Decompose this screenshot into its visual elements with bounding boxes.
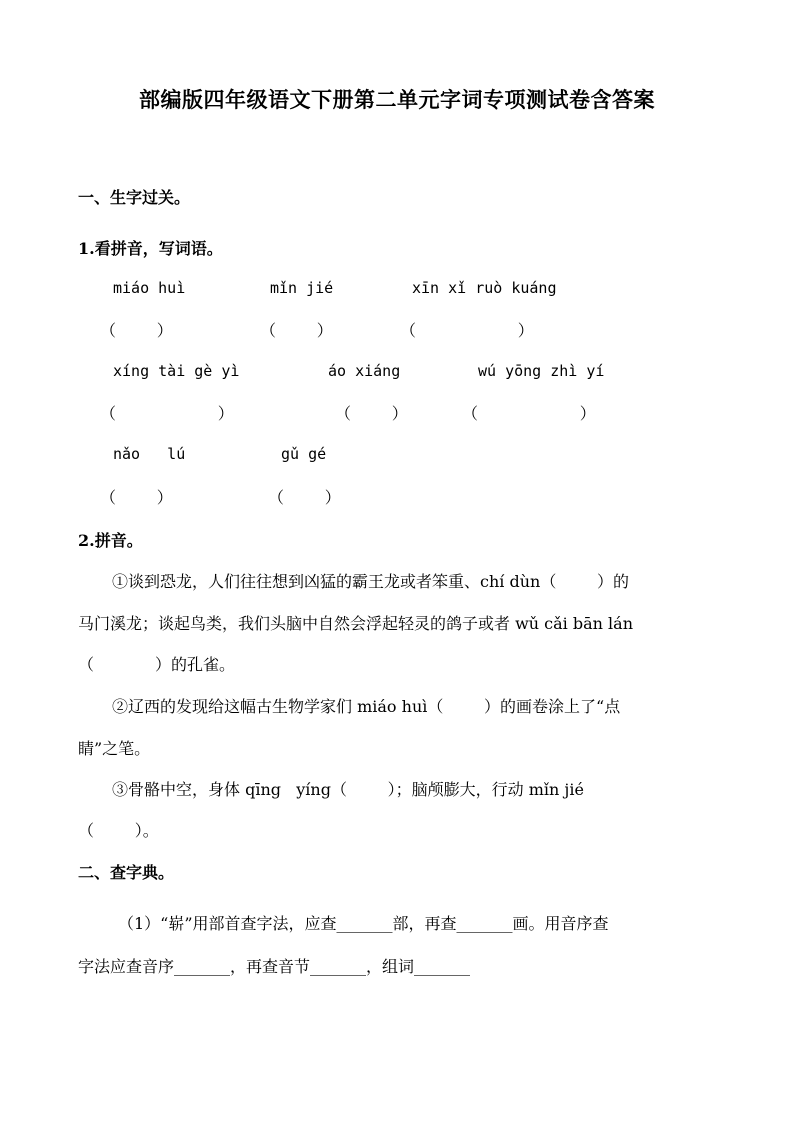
pinyin-word: xíng tài gè yì — [113, 362, 240, 380]
answer-blank[interactable]: （ ） — [100, 404, 234, 423]
answer-blank[interactable]: （ ） — [260, 321, 333, 340]
q2-paragraph-1-line-1: ①谈到恐龙，人们往往想到凶猛的霸王龙或者笨重、chí dùn（ ）的 — [112, 572, 630, 591]
pinyin-word: mǐn jié — [270, 279, 334, 297]
document-title: 部编版四年级语文下册第二单元字词专项测试卷含答案 — [139, 87, 655, 112]
pinyin-word: gǔ gé — [281, 445, 327, 463]
answer-row-3 — [0, 485, 794, 507]
q2-heading: 2.拼音。 — [78, 531, 143, 550]
answer-row-2 — [0, 401, 794, 423]
answer-blank[interactable]: （ ） — [462, 404, 596, 423]
pinyin-word: nǎo lú — [113, 445, 186, 463]
answer-row-1 — [0, 318, 794, 340]
section2-heading: 二、查字典。 — [78, 863, 175, 882]
q2-paragraph-1-line-2: 马门溪龙；谈起鸟类，我们头脑中自然会浮起轻灵的鸽子或者 wǔ cǎi bān lán — [78, 614, 634, 633]
q2-paragraph-3-line-2: （ ）。 — [78, 821, 159, 840]
pinyin-row-2 — [0, 362, 794, 384]
section1-heading: 一、生字过关。 — [78, 188, 191, 207]
pinyin-word: xīn xǐ ruò kuáng — [412, 279, 557, 297]
answer-blank[interactable]: （ ） — [268, 488, 341, 507]
pinyin-row-1 — [0, 279, 794, 301]
answer-blank[interactable]: （ ） — [400, 321, 534, 340]
pinyin-row-3 — [0, 445, 794, 467]
q1-heading: 1.看拼音，写词语。 — [78, 239, 223, 258]
answer-blank[interactable]: （ ） — [335, 404, 408, 423]
q2-paragraph-3-line-1: ③骨骼中空，身体 qīng yíng（ ）；脑颅膨大，行动 mǐn jié — [112, 780, 584, 799]
pinyin-word: miáo huì — [113, 279, 186, 297]
answer-blank[interactable]: （ ） — [100, 321, 173, 340]
answer-blank[interactable]: （ ） — [100, 488, 173, 507]
section2-line-1: （1）“崭”用部首查字法，应查_______部，再查_______画。用音序查 — [118, 914, 609, 933]
pinyin-word: wú yōng zhì yí — [478, 362, 605, 380]
q2-paragraph-1-line-3: （ ）的孔雀。 — [78, 655, 236, 674]
q2-paragraph-2-line-2: 睛”之笔。 — [78, 739, 151, 758]
section2-line-2: 字法应查音序_______，再查音节_______，组词_______ — [78, 957, 471, 976]
q2-paragraph-2-line-1: ②辽西的发现给这幅古生物学家们 miáo huì（ ）的画卷涂上了“点 — [112, 697, 621, 716]
pinyin-word: áo xiáng — [328, 362, 401, 380]
